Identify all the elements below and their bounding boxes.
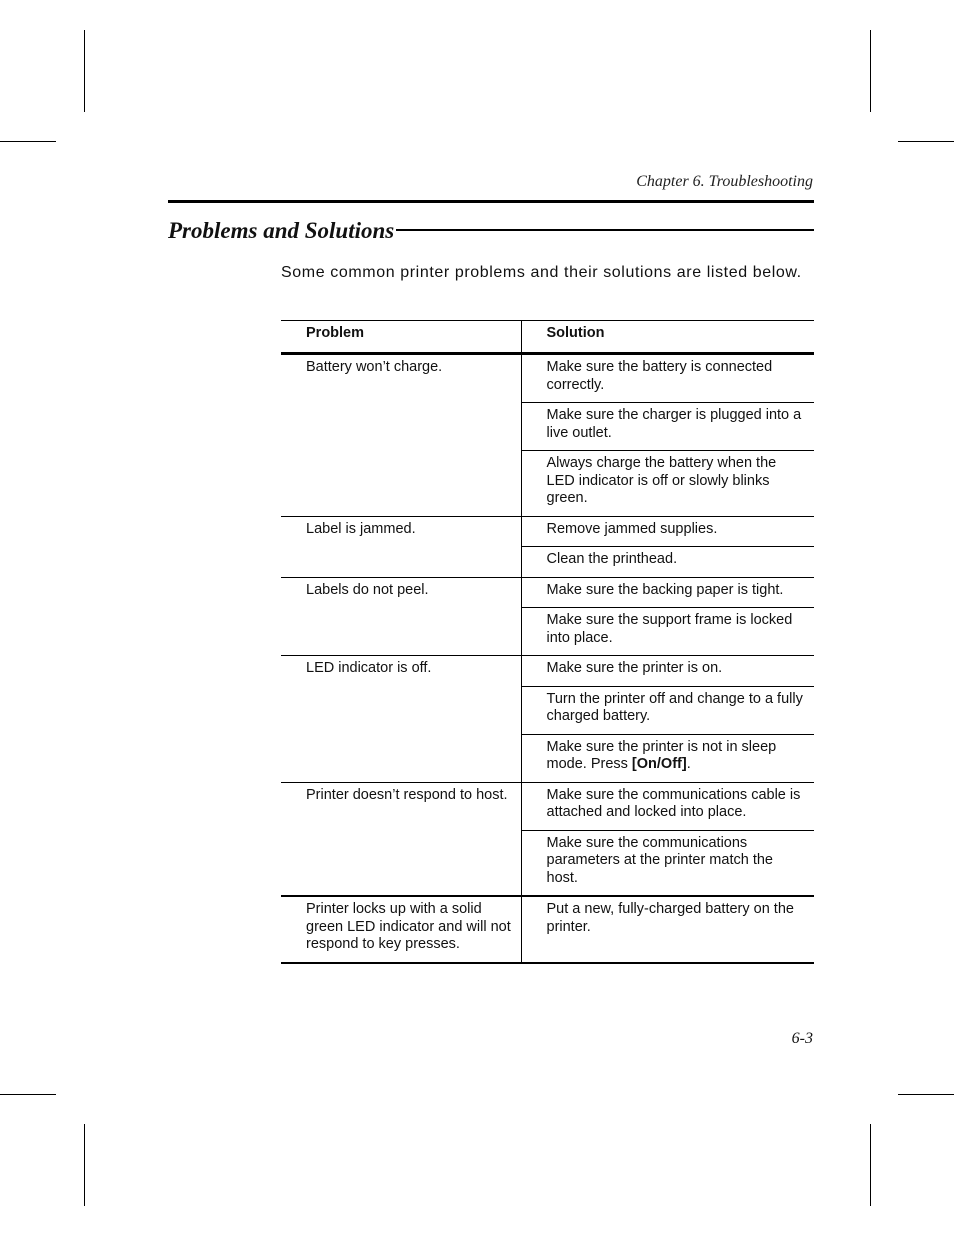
solution-cell: Make sure the communications cable is attached and locked into place. — [521, 782, 814, 830]
table-row — [281, 782, 814, 830]
crop-mark — [84, 1124, 85, 1206]
solution-header: Solution — [521, 321, 814, 354]
solution-cell: Clean the printhead. — [521, 547, 814, 578]
solution-cell: Always charge the battery when the LED indicator is off or slowly blinks green. — [521, 451, 814, 517]
crop-mark — [0, 1094, 56, 1095]
crop-mark — [0, 141, 56, 142]
solution-cell: Make sure the battery is connected correctly. — [546, 359, 773, 393]
crop-mark — [84, 30, 85, 112]
problem-cell: Printer doesn’t respond to host. — [281, 782, 521, 896]
crop-mark — [898, 141, 954, 142]
crop-mark — [870, 30, 871, 112]
heading-rule — [396, 229, 814, 231]
table-row — [281, 516, 814, 547]
table-row — [281, 656, 814, 687]
problem-cell: Battery won’t charge. — [281, 354, 521, 517]
solution-cell: Make sure the communications parameters at the printer match the host. — [521, 830, 814, 896]
table-row — [281, 354, 814, 403]
header-rule — [168, 200, 814, 203]
intro-paragraph: Some common printer problems and their solutions are listed below. — [281, 264, 802, 281]
problem-cell: Label is jammed. — [281, 516, 521, 577]
on-off-key-label: [On/Off] — [631, 756, 687, 772]
solution-cell: Make sure the support frame is locked into place. — [521, 608, 814, 656]
page-number: 6-3 — [791, 1030, 813, 1047]
problems-solutions-table — [281, 320, 814, 964]
solution-suffix: . — [686, 756, 691, 772]
table-row — [281, 896, 814, 963]
problem-cell: Labels do not peel. — [281, 577, 521, 656]
problem-cell: LED indicator is off. — [281, 656, 521, 783]
running-head: Chapter 6. Troubleshooting — [636, 173, 813, 190]
solution-cell: Turn the printer off and change to a fully charged battery. — [521, 686, 814, 734]
table-row — [281, 577, 814, 608]
solution-cell — [521, 734, 814, 782]
solution-text: Make sure the printer is not in sleep mode. Press — [546, 738, 777, 772]
solution-cell: Remove jammed supplies. — [521, 516, 814, 547]
solution-cell: Make sure the backing paper is tight. — [521, 577, 814, 608]
crop-mark — [870, 1124, 871, 1206]
solution-cell: Make sure the printer is on. — [521, 656, 814, 687]
problem-cell: Printer locks up with a solid green LED indicator and will not respond to key presses. — [281, 896, 521, 963]
section-title: Problems and Solutions — [168, 218, 395, 243]
problem-header: Problem — [281, 321, 521, 354]
solution-cell: Make sure the charger is plugged into a live outlet. — [521, 403, 814, 451]
table-header-row — [281, 321, 814, 354]
crop-mark — [898, 1094, 954, 1095]
solution-cell: Put a new, fully-charged battery on the printer. — [521, 896, 814, 963]
section-heading — [168, 218, 814, 244]
